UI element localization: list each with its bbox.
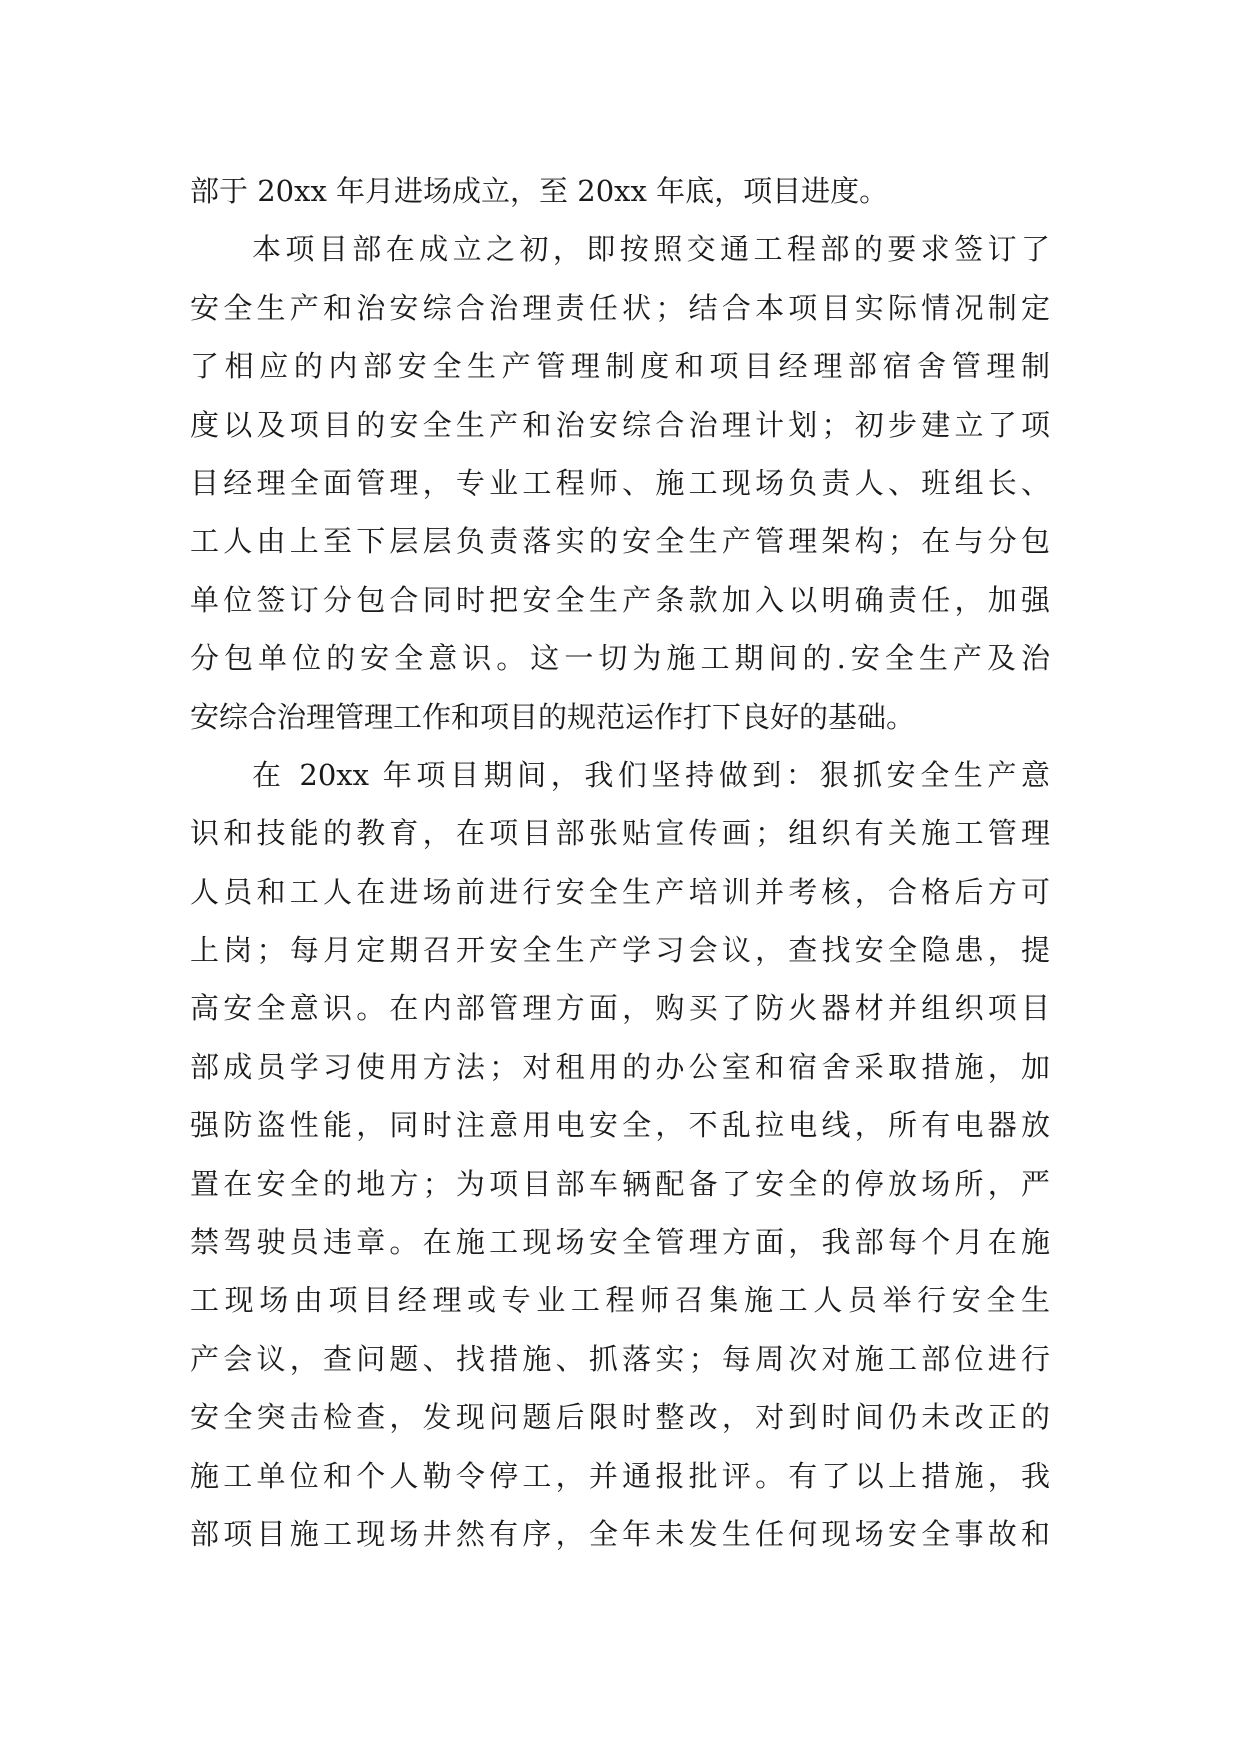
text-line: 高安全意识。在内部管理方面，购买了防火器材并组织项目 bbox=[190, 991, 1050, 1026]
text-line: 禁驾驶员违章。在施工现场安全管理方面，我部每个月在施 bbox=[190, 1225, 1050, 1260]
text-line: 安全生产和治安综合治理责任状；结合本项目实际情况制定 bbox=[190, 290, 1050, 325]
text-line: 人员和工人在进场前进行安全生产培训并考核，合格后方可 bbox=[190, 874, 1050, 909]
text-line: 部成员学习使用方法；对租用的办公室和宿舍采取措施，加 bbox=[190, 1049, 1050, 1084]
paragraph-2 bbox=[190, 220, 1050, 746]
text-line: 强防盗性能，同时注意用电安全，不乱拉电线，所有电器放 bbox=[190, 1108, 1050, 1143]
paragraph-1 bbox=[190, 162, 1050, 220]
document-body bbox=[190, 162, 1050, 1563]
text-line: 识和技能的教育，在项目部张贴宣传画；组织有关施工管理 bbox=[190, 816, 1050, 851]
text-line: 本项目部在成立之初，即按照交通工程部的要求签订了 bbox=[252, 232, 1050, 267]
text-line: 置在安全的地方；为项目部车辆配备了安全的停放场所，严 bbox=[190, 1166, 1050, 1201]
text-line: 工现场由项目经理或专业工程师召集施工人员举行安全生 bbox=[190, 1283, 1050, 1318]
text-line: 目经理全面管理，专业工程师、施工现场负责人、班组长、 bbox=[190, 465, 1050, 500]
text-line: 了相应的内部安全生产管理制度和项目经理部宿舍管理制 bbox=[190, 349, 1050, 384]
text-line: 施工单位和个人勒令停工，并通报批评。有了以上措施，我 bbox=[190, 1458, 1050, 1493]
text-line: 单位签订分包合同时把安全生产条款加入以明确责任，加强 bbox=[190, 582, 1050, 617]
text-line: 安全突击检查，发现问题后限时整改，对到时间仍未改正的 bbox=[190, 1400, 1050, 1435]
text-line: 分包单位的安全意识。这一切为施工期间的.安全生产及治 bbox=[190, 641, 1050, 676]
text-line: 度以及项目的安全生产和治安综合治理计划；初步建立了项 bbox=[190, 407, 1050, 442]
paragraph-3 bbox=[190, 746, 1050, 1563]
text-line: 在 20xx 年项目期间，我们坚持做到：狠抓安全生产意 bbox=[252, 757, 1050, 792]
text-line: 部项目施工现场井然有序，全年未发生任何现场安全事故和 bbox=[190, 1516, 1050, 1551]
text-line: 工人由上至下层层负责落实的安全生产管理架构；在与分包 bbox=[190, 524, 1050, 559]
text-line: 上岗；每月定期召开安全生产学习会议，查找安全隐患，提 bbox=[190, 933, 1050, 968]
text-line: 安综合治理管理工作和项目的规范运作打下良好的基础。 bbox=[190, 699, 916, 734]
text-line: 部于 20xx 年月进场成立，至 20xx 年底，项目进度。 bbox=[190, 174, 889, 208]
text-line: 产会议，查问题、找措施、抓落实；每周次对施工部位进行 bbox=[190, 1341, 1050, 1376]
